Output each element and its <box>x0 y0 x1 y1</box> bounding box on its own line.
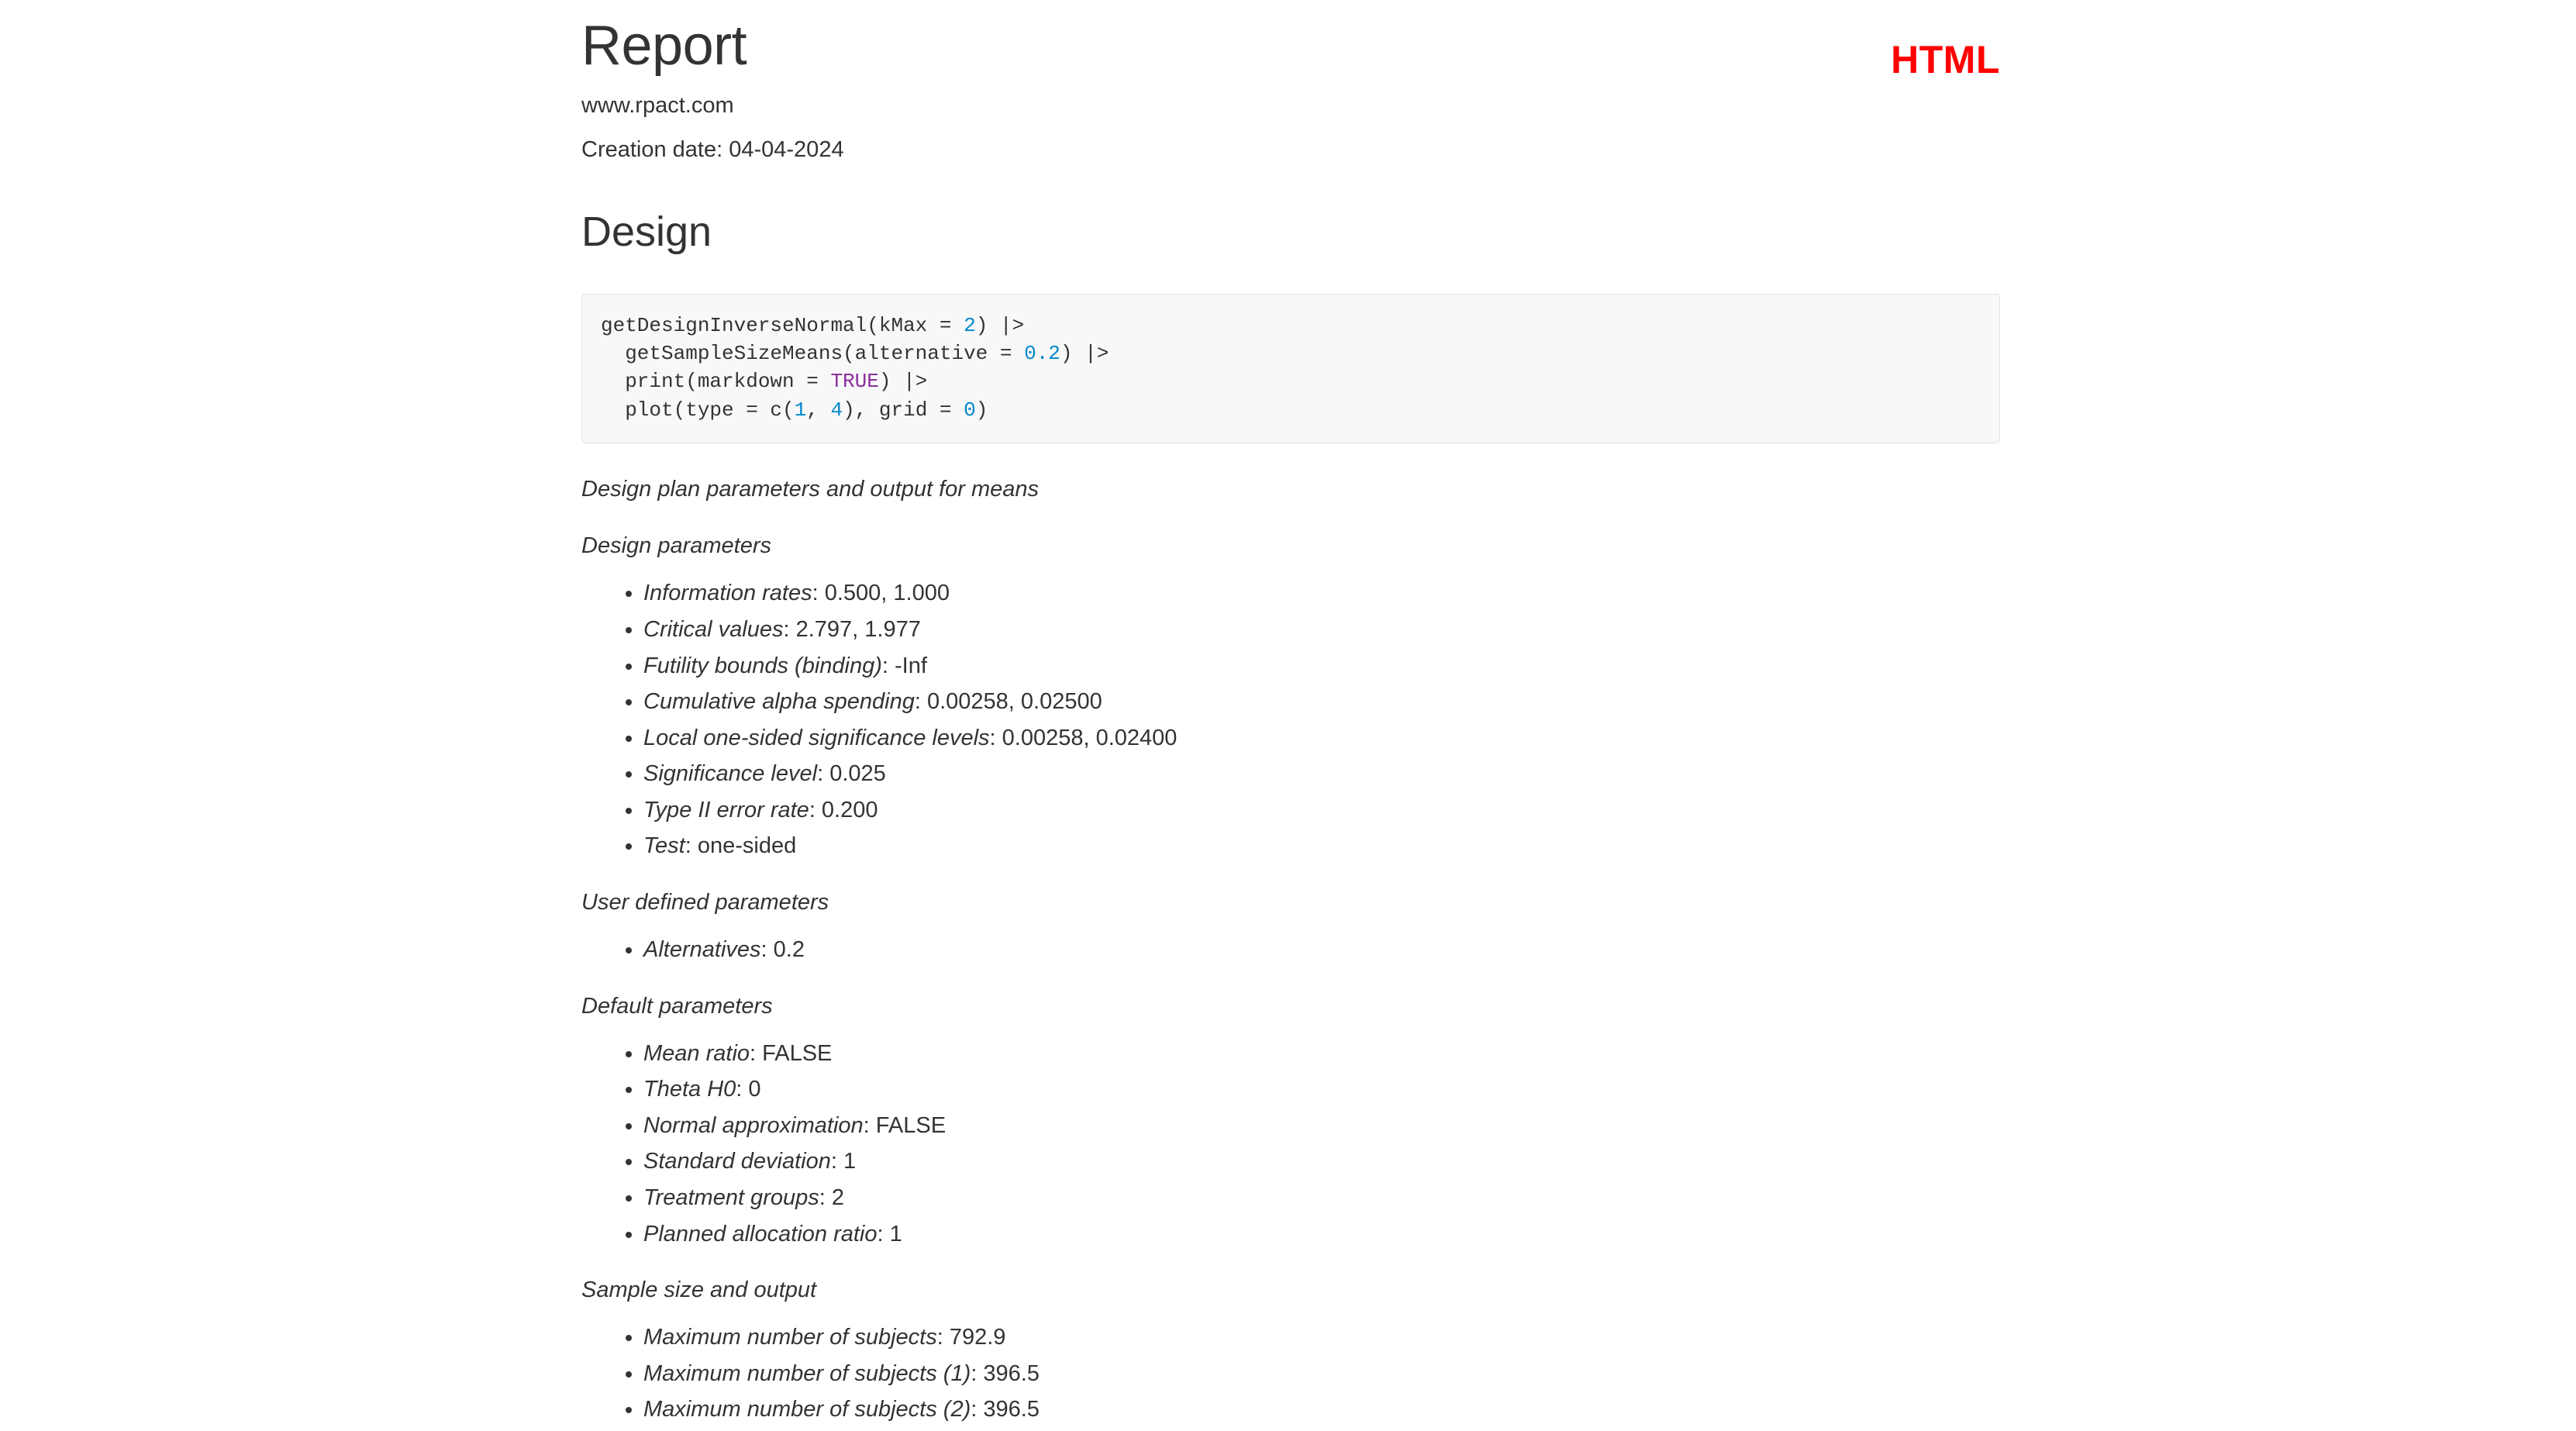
param-value: : 0.2 <box>760 937 805 963</box>
code-boolean: TRUE <box>830 370 879 394</box>
section-title-design: Design <box>581 209 712 256</box>
list-item <box>643 615 2000 645</box>
group-heading-user-defined-parameters: User defined parameters <box>581 889 829 915</box>
page-title: Report <box>581 15 747 77</box>
code-text: ) |> <box>878 370 928 394</box>
code-number: 2 <box>964 313 976 337</box>
list-item <box>643 1322 2000 1353</box>
list-item <box>643 723 2000 753</box>
param-list-sample-size-and-output <box>581 1322 2000 1425</box>
param-label: Critical values <box>643 616 784 642</box>
param-label: Type II error rate <box>643 797 809 822</box>
group-heading-design-parameters: Design parameters <box>581 533 771 559</box>
param-value: : 1 <box>877 1221 902 1247</box>
param-label: Significance level <box>643 761 818 787</box>
code-number: 0.2 <box>1024 341 1060 365</box>
param-value: : 2.797, 1.977 <box>783 616 921 642</box>
list-item <box>643 1074 2000 1105</box>
code-text: ) <box>975 398 988 422</box>
param-value: : 792.9 <box>936 1325 1006 1350</box>
code-text: plot(type = c( <box>601 398 795 422</box>
param-list-design-parameters <box>581 578 2000 861</box>
param-value: : 0.00258, 0.02400 <box>989 725 1178 750</box>
list-item <box>643 831 2000 861</box>
param-list-default-parameters <box>581 1039 2000 1249</box>
param-value: : FALSE <box>863 1112 947 1138</box>
code-text: , <box>806 398 831 422</box>
code-text: ), grid = <box>843 398 964 422</box>
report-content <box>581 0 2000 1431</box>
param-label: Maximum number of subjects (1) <box>643 1360 971 1386</box>
param-value: : one-sided <box>685 833 797 859</box>
param-label: Cumulative alpha spending <box>643 689 915 715</box>
code-number: 1 <box>794 398 807 422</box>
list-item <box>643 687 2000 717</box>
param-label: Planned allocation ratio <box>643 1221 878 1247</box>
list-item <box>643 1359 2000 1389</box>
code-number: 0 <box>964 398 976 422</box>
code-line-2 <box>601 340 1981 367</box>
param-label: Theta H0 <box>643 1077 736 1102</box>
list-item <box>643 1219 2000 1250</box>
html-format-badge: HTML <box>1891 38 2000 81</box>
list-item <box>643 935 2000 965</box>
list-item <box>643 1147 2000 1177</box>
param-label: Treatment groups <box>643 1185 819 1210</box>
param-label: Alternatives <box>643 937 761 963</box>
code-text: print(markdown = <box>601 370 831 394</box>
code-line-1 <box>601 312 1981 340</box>
list-item <box>643 795 2000 826</box>
param-label: Information rates <box>643 581 812 606</box>
design-caption: Design plan parameters and output for means <box>581 477 1040 502</box>
code-block <box>581 294 2000 444</box>
list-item <box>643 651 2000 681</box>
website-link[interactable]: www.rpact.com <box>581 93 734 119</box>
code-text: ) |> <box>975 313 1025 337</box>
list-item <box>643 1395 2000 1425</box>
param-label: Mean ratio <box>643 1040 750 1066</box>
code-text: ) |> <box>1060 341 1109 365</box>
code-line-3 <box>601 367 1981 395</box>
param-value: : -Inf <box>881 653 927 678</box>
param-value: : 1 <box>830 1149 857 1174</box>
param-label: Maximum number of subjects <box>643 1325 937 1350</box>
param-value: : 396.5 <box>971 1360 1040 1386</box>
code-text: getSampleSizeMeans(alternative = <box>601 341 1025 365</box>
code-line-4 <box>601 396 1981 424</box>
param-value: : 0.200 <box>809 797 878 822</box>
param-label: Normal approximation <box>643 1112 864 1138</box>
param-value: : FALSE <box>750 1040 833 1066</box>
code-number: 4 <box>830 398 843 422</box>
list-item <box>643 578 2000 609</box>
param-label: Local one-sided significance levels <box>643 725 990 750</box>
param-value: : 396.5 <box>971 1397 1040 1422</box>
param-value: : 0.025 <box>817 761 886 787</box>
list-item <box>643 759 2000 789</box>
code-text: getDesignInverseNormal(kMax = <box>601 313 964 337</box>
param-list-user-defined-parameters <box>581 935 2000 965</box>
group-heading-default-parameters: Default parameters <box>581 993 773 1019</box>
param-value: : 0 <box>736 1077 761 1102</box>
creation-date: Creation date: 04-04-2024 <box>581 137 844 163</box>
param-value: : 0.500, 1.000 <box>812 581 950 606</box>
param-label: Maximum number of subjects (2) <box>643 1397 971 1422</box>
param-value: : 2 <box>819 1185 844 1210</box>
param-label: Standard deviation <box>643 1149 831 1174</box>
list-item <box>643 1111 2000 1141</box>
list-item <box>643 1039 2000 1069</box>
group-heading-sample-size-and-output: Sample size and output <box>581 1278 817 1303</box>
param-value: : 0.00258, 0.02500 <box>914 689 1102 715</box>
param-label: Test <box>643 833 685 859</box>
param-label: Futility bounds (binding) <box>643 653 882 678</box>
list-item <box>643 1183 2000 1213</box>
